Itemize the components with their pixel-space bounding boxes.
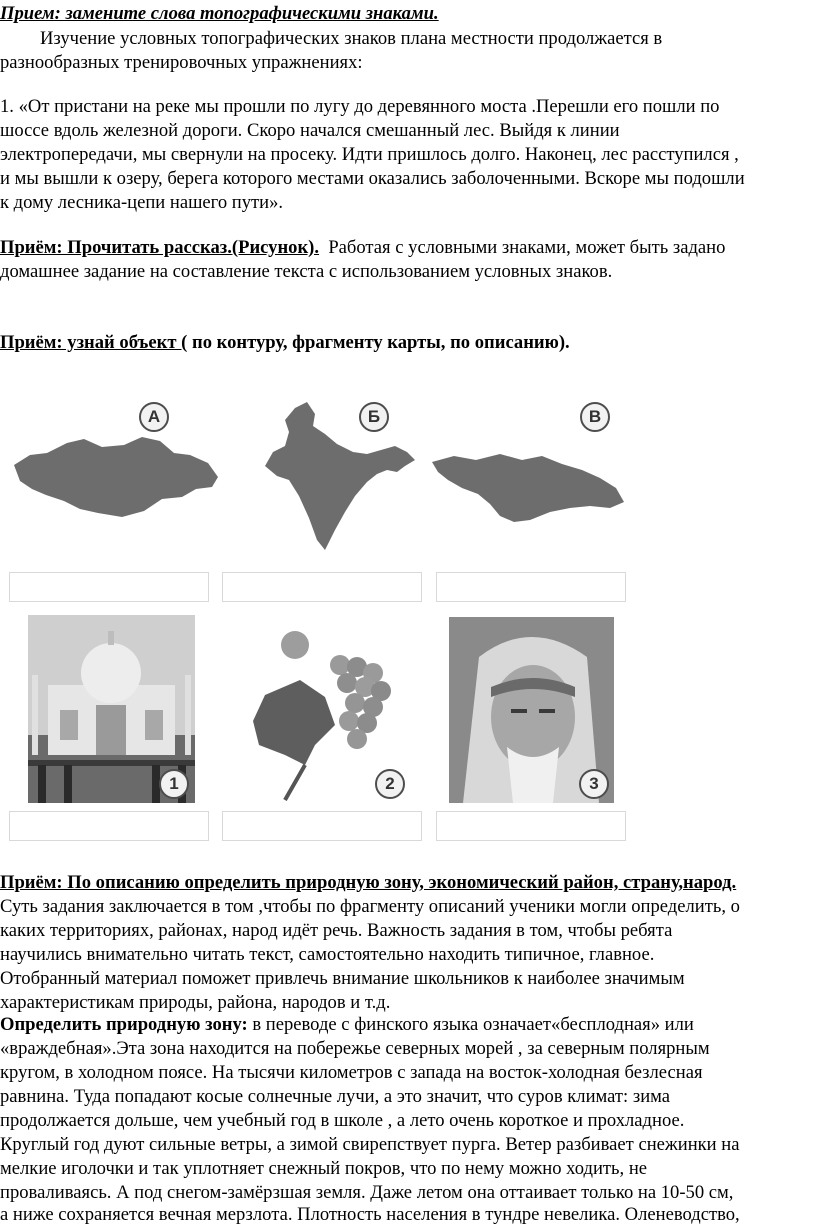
- zone-line: а ниже сохраняется вечная мерзлота. Плотность населения в тундре невелика. Оленеводство,: [0, 1204, 740, 1225]
- photo-label-3: 3: [579, 769, 609, 799]
- section1-intro-line: разнообразных тренировочных упражнениях:: [0, 52, 363, 73]
- zone-line: Круглый год дуют сильные ветры, а зимой свирепствует пурга. Ветер разбивает снежинки на: [0, 1134, 740, 1155]
- story-line: шоссе вдоль железной дороги. Скоро начался смешанный лес. Выйдя к линии: [0, 120, 620, 141]
- story-line: к дому лесника-цепи нашего пути».: [0, 192, 284, 213]
- zone-line: проваливаясь. А под снегом-замёрзшая земля. Даже летом она оттаивает только на 10-50 см,: [0, 1182, 734, 1203]
- story-line: 1. «От пристани на реке мы прошли по лугу до деревянного моста .Перешли его пошли по: [0, 96, 720, 117]
- photo-label-2: 2: [375, 769, 405, 799]
- section4-line: научились внимательно читать текст, самостоятельно находить типичное, главное.: [0, 944, 655, 965]
- section3-heading: [0, 331, 570, 355]
- section1-heading: Прием: замените слова топографическими знаками.: [0, 3, 439, 24]
- answer-box-3[interactable]: [436, 811, 626, 841]
- zone-line: продолжается дольше, чем учебный год в школе , а лето очень короткое и прохладное.: [0, 1110, 685, 1131]
- photo-label-1: 1: [159, 769, 189, 799]
- story-line: и мы вышли к озеру, берега которого местами оказались заболоченными. Вскоре мы подошли: [0, 168, 745, 189]
- section4-line: характеристикам природы, района, народов и т.д.: [0, 992, 391, 1013]
- map-label-a: А: [139, 402, 169, 432]
- section4-line: Суть задания заключается в том ,чтобы по фрагменту описаний ученики могли определить, о: [0, 896, 740, 917]
- section2-line: [0, 236, 725, 260]
- zone-line: кругом, в холодном поясе. На тысячи километров с запада на восток-холодная безлесная: [0, 1062, 703, 1083]
- section3-heading-underlined: Приём: узнай объект (: [0, 332, 188, 353]
- answer-box-2[interactable]: [222, 811, 422, 841]
- section2-heading-extra: (Рисунок).: [231, 237, 320, 258]
- map-label-c: В: [580, 402, 610, 432]
- zone-first-line: [0, 1013, 694, 1037]
- map-label-b: Б: [359, 402, 389, 432]
- answer-box-1[interactable]: [9, 811, 209, 841]
- zone-line: равнина. Туда попадают косые солнечные лучи, а это значит, что суров климат: зима: [0, 1086, 671, 1107]
- section4-heading: Приём: По описанию определить природную зону, экономический район, страну,народ.: [0, 872, 737, 893]
- section2-heading: Приём: Прочитать рассказ.: [0, 237, 232, 258]
- section2-text: Работая с условными знаками, может быть задано: [328, 237, 726, 258]
- answer-box-b[interactable]: [222, 572, 422, 602]
- map-silhouette-b: [255, 400, 425, 555]
- section1-intro-line: Изучение условных топографических знаков плана местности продолжается в: [40, 28, 663, 49]
- answer-box-a[interactable]: [9, 572, 209, 602]
- zone-line: мелкие иголочки и так уплотняет снежный покров, что по нему можно ходить, не: [0, 1158, 648, 1179]
- zone-line: «враждебная».Эта зона находится на побережье северных морей , за северным полярным: [0, 1038, 710, 1059]
- section3-heading-rest: по контуру, фрагменту карты, по описанию).: [187, 332, 570, 353]
- section2-text-line: домашнее задание на составление текста с использованием условных знаков.: [0, 261, 613, 282]
- zone-label: Определить природную зону:: [0, 1014, 248, 1035]
- map-silhouette-a: [12, 425, 222, 535]
- section4-line: Отобранный материал поможет привлечь внимание школьников к наиболее значимым: [0, 968, 685, 989]
- section4-line: каких территориях, районах, народ идёт речь. Важность задания в том, чтобы ребята: [0, 920, 673, 941]
- map-silhouette-c: [430, 448, 628, 528]
- answer-box-c[interactable]: [436, 572, 626, 602]
- story-line: электропередачи, мы свернули на просеку. Идти пришлось долго. Наконец, лес расступился ,: [0, 144, 739, 165]
- zone-text: в переводе с финского языка означает«бесплодная» или: [247, 1014, 694, 1035]
